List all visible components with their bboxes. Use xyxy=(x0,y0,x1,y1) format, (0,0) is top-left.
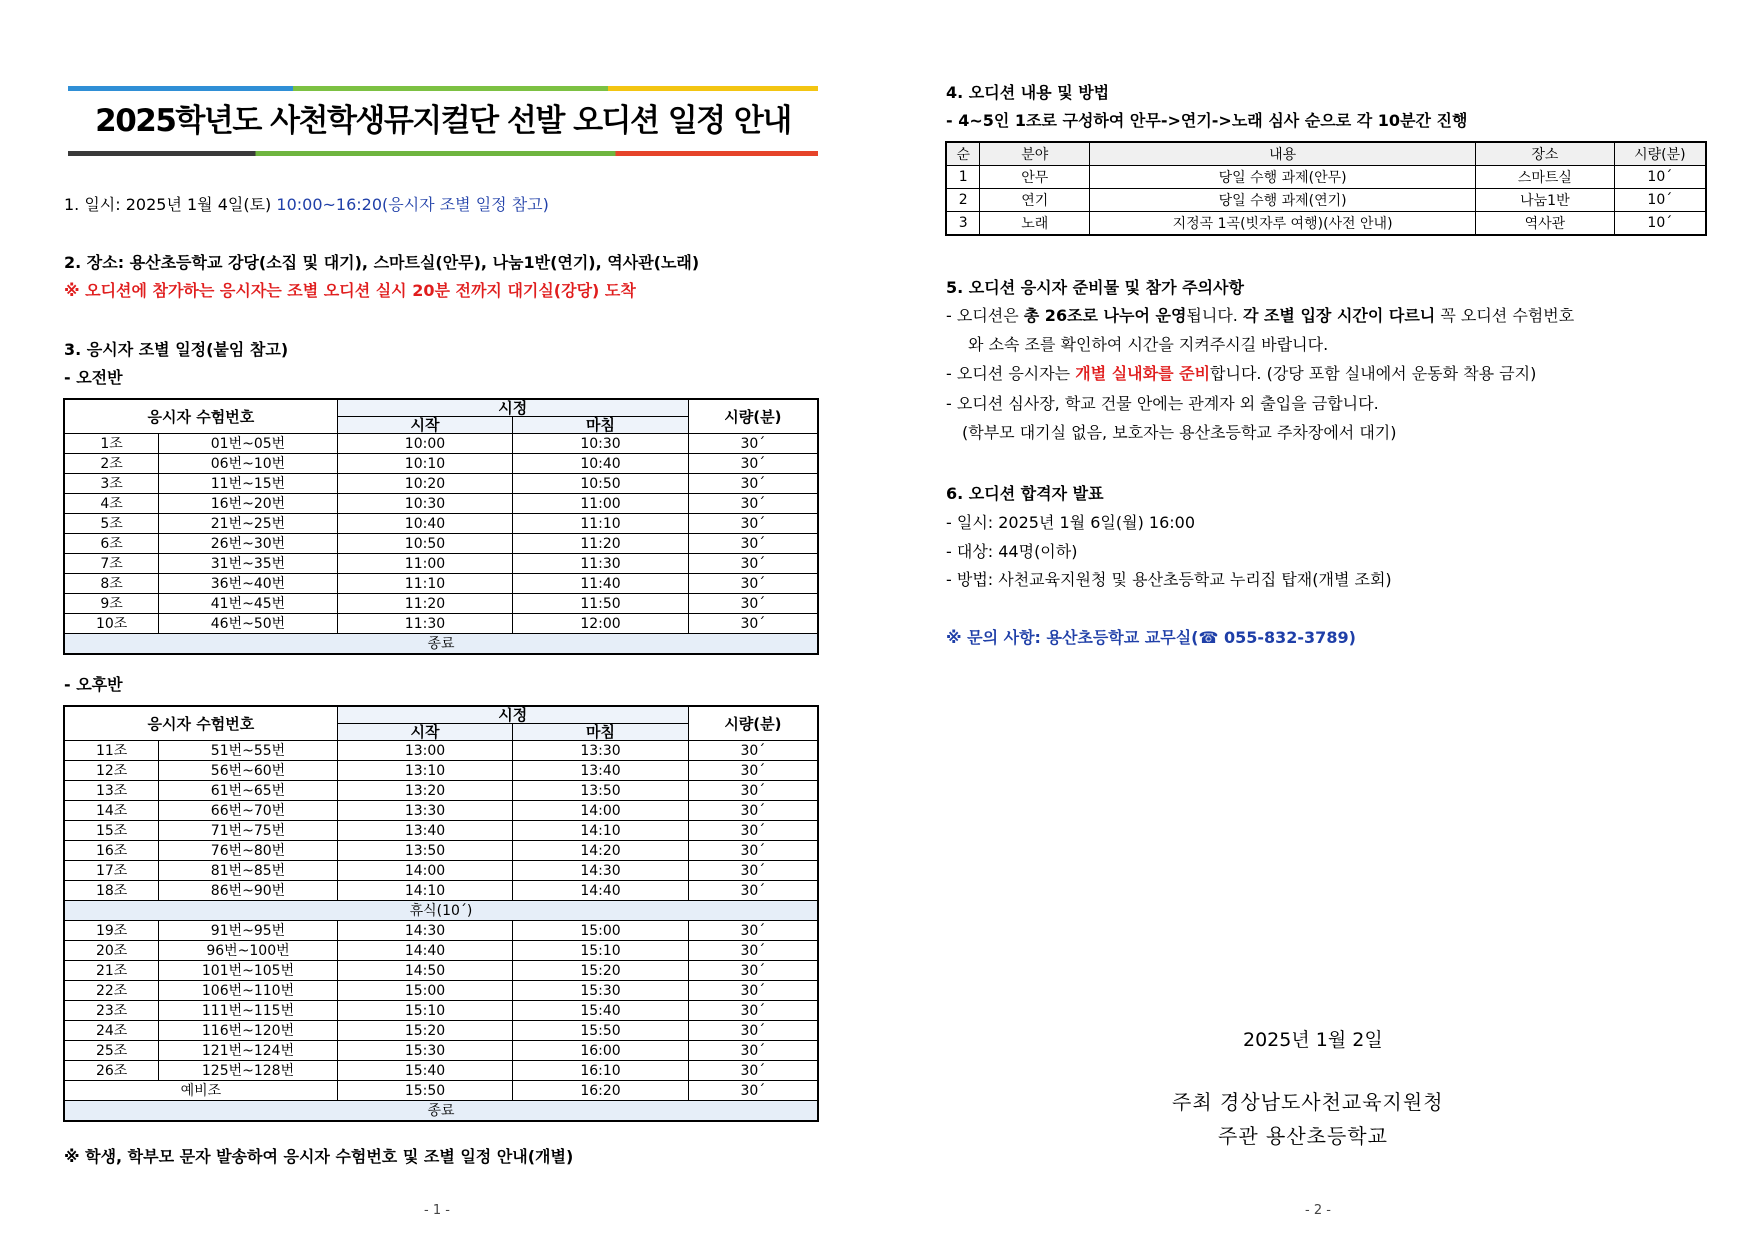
duration-cell: 30´ xyxy=(688,1041,818,1061)
applicant-range-cell: 11번~15번 xyxy=(159,474,337,494)
table-row xyxy=(64,594,818,614)
start-time-cell: 15:40 xyxy=(337,1061,513,1081)
header-order-cell: 순 xyxy=(946,142,980,166)
break-cell: 휴식(10´) xyxy=(64,901,818,921)
table-row xyxy=(64,841,818,861)
end-time-cell: 10:40 xyxy=(513,454,689,474)
duration-cell: 30´ xyxy=(688,594,818,614)
end-time-cell: 15:50 xyxy=(513,1021,689,1041)
applicant-range-cell: 66번~70번 xyxy=(159,801,338,821)
table-row xyxy=(64,614,818,634)
section-5-emphasis: 총 26조로 나누어 운영 xyxy=(1023,306,1187,325)
end-row xyxy=(64,634,818,655)
duration-cell: 30´ xyxy=(688,981,818,1001)
title-banner xyxy=(68,86,818,156)
group-cell: 2조 xyxy=(64,454,159,474)
end-time-cell: 13:30 xyxy=(513,741,689,761)
start-time-cell: 15:30 xyxy=(337,1041,513,1061)
header-applicant: 응시자 수험번호 xyxy=(64,399,337,434)
table-row xyxy=(64,801,818,821)
section-3-note: ※ 학생, 학부모 문자 발송하여 응시자 수험번호 및 조별 일정 안내(개별) xyxy=(64,1147,574,1166)
group-cell: 14조 xyxy=(64,801,159,821)
table-row xyxy=(64,1041,818,1061)
duration-cell: 30´ xyxy=(688,1001,818,1021)
am-label: - 오전반 xyxy=(64,368,123,387)
duration-cell: 30´ xyxy=(688,741,818,761)
audition-content-table xyxy=(945,141,1707,236)
section-5-heading: 5. 오디션 응시자 준비물 및 참가 주의사항 xyxy=(946,278,1244,297)
table-row xyxy=(64,981,818,1001)
group-cell: 20조 xyxy=(64,941,159,961)
section-5-text: 합니다. (강당 포함 실내에서 운동화 착용 금지) xyxy=(1210,364,1537,383)
section-6-target: - 대상: 44명(이하) xyxy=(946,542,1078,561)
group-cell: 21조 xyxy=(64,961,159,981)
group-cell: 5조 xyxy=(64,514,159,534)
table-row xyxy=(64,1061,818,1081)
duration-cell: 30´ xyxy=(688,801,818,821)
header-duration-cell: 시량(분) xyxy=(1614,142,1706,166)
end-time-cell: 16:20 xyxy=(513,1081,689,1101)
section-1-label: 1. 일시: 2025년 1월 4일(토) xyxy=(64,195,277,214)
table-row xyxy=(946,212,1706,236)
start-time-cell: 15:10 xyxy=(337,1001,513,1021)
applicant-range-cell: 91번~95번 xyxy=(159,921,338,941)
group-cell: 1조 xyxy=(64,434,159,454)
reserve-group-cell: 예비조 xyxy=(64,1081,337,1101)
end-time-cell: 16:10 xyxy=(513,1061,689,1081)
table-row xyxy=(64,921,818,941)
content-cell: 지정곡 1곡(빗자루 여행)(사전 안내) xyxy=(1090,212,1476,236)
table-row xyxy=(64,761,818,781)
start-time-cell: 10:40 xyxy=(337,514,513,534)
start-time-cell: 10:00 xyxy=(337,434,513,454)
location-cell: 역사관 xyxy=(1476,212,1615,236)
section-1-date xyxy=(64,194,549,216)
section-5-text: - 오디션은 xyxy=(946,306,1024,325)
field-cell: 안무 xyxy=(980,166,1090,189)
end-time-cell: 14:20 xyxy=(513,841,689,861)
start-time-cell: 10:50 xyxy=(337,534,513,554)
end-time-cell: 11:50 xyxy=(513,594,689,614)
group-cell: 26조 xyxy=(64,1061,159,1081)
end-time-cell: 11:30 xyxy=(513,554,689,574)
start-time-cell: 13:50 xyxy=(337,841,513,861)
applicant-range-cell: 106번~110번 xyxy=(159,981,338,1001)
duration-cell: 30´ xyxy=(688,861,818,881)
section-5-text: 꼭 오디션 수험번호 xyxy=(1435,306,1575,325)
end-time-cell: 15:10 xyxy=(513,941,689,961)
end-time-cell: 11:00 xyxy=(513,494,689,514)
duration-cell: 30´ xyxy=(688,841,818,861)
end-time-cell: 10:50 xyxy=(513,474,689,494)
order-cell: 3 xyxy=(946,212,980,236)
reserve-row xyxy=(64,1081,818,1101)
document-date: 2025년 1월 2일 xyxy=(1243,1029,1383,1051)
header-field-cell: 분야 xyxy=(980,142,1090,166)
duration-cell: 30´ xyxy=(688,1081,818,1101)
organizer: 주관 용산초등학교 xyxy=(1218,1124,1388,1148)
start-time-cell: 13:30 xyxy=(337,801,513,821)
group-cell: 10조 xyxy=(64,614,159,634)
start-time-cell: 14:40 xyxy=(337,941,513,961)
end-time-cell: 15:40 xyxy=(513,1001,689,1021)
start-time-cell: 11:10 xyxy=(337,574,513,594)
location-cell: 스마트실 xyxy=(1476,166,1615,189)
start-time-cell: 11:00 xyxy=(337,554,513,574)
duration-cell: 30´ xyxy=(688,474,818,494)
table-row xyxy=(64,741,818,761)
start-time-cell: 13:00 xyxy=(337,741,513,761)
applicant-range-cell: 101번~105번 xyxy=(159,961,338,981)
applicant-range-cell: 56번~60번 xyxy=(159,761,338,781)
title-top-stripe xyxy=(68,86,818,91)
group-cell: 25조 xyxy=(64,1041,159,1061)
end-time-cell: 15:00 xyxy=(513,921,689,941)
content-cell: 당일 수행 과제(연기) xyxy=(1090,189,1476,212)
header-duration: 시량(분) xyxy=(688,706,818,741)
group-cell: 23조 xyxy=(64,1001,159,1021)
group-cell: 4조 xyxy=(64,494,159,514)
group-cell: 3조 xyxy=(64,474,159,494)
end-time-cell: 11:20 xyxy=(513,534,689,554)
field-cell: 노래 xyxy=(980,212,1090,236)
table-row xyxy=(64,494,818,514)
section-5-line-3 xyxy=(946,363,1536,385)
header-location-cell: 장소 xyxy=(1476,142,1615,166)
applicant-range-cell: 01번~05번 xyxy=(159,434,337,454)
end-cell: 종료 xyxy=(64,634,818,655)
section-5-emphasis: 각 조별 입장 시간이 다르니 xyxy=(1242,306,1436,325)
section-5-line-1 xyxy=(946,305,1574,327)
end-cell: 종료 xyxy=(64,1101,818,1122)
group-cell: 6조 xyxy=(64,534,159,554)
am-schedule-table xyxy=(63,398,819,655)
duration-cell: 30´ xyxy=(688,821,818,841)
header-applicant: 응시자 수험번호 xyxy=(64,706,337,741)
start-time-cell: 14:00 xyxy=(337,861,513,881)
page-title: 2025학년도 사천학생뮤지컬단 선발 오디션 일정 안내 xyxy=(95,103,791,139)
duration-cell: 10´ xyxy=(1614,212,1706,236)
table-row xyxy=(64,474,818,494)
table-row xyxy=(946,189,1706,212)
applicant-range-cell: 36번~40번 xyxy=(159,574,337,594)
table-row xyxy=(64,1001,818,1021)
duration-cell: 30´ xyxy=(688,554,818,574)
start-time-cell: 13:20 xyxy=(337,781,513,801)
group-cell: 16조 xyxy=(64,841,159,861)
group-cell: 9조 xyxy=(64,594,159,614)
contact-info: ※ 문의 사항: 용산초등학교 교무실(☎ 055-832-3789) xyxy=(946,628,1356,647)
group-cell: 11조 xyxy=(64,741,159,761)
table-row xyxy=(64,1021,818,1041)
start-time-cell: 11:20 xyxy=(337,594,513,614)
end-time-cell: 13:40 xyxy=(513,761,689,781)
end-time-cell: 11:10 xyxy=(513,514,689,534)
group-cell: 13조 xyxy=(64,781,159,801)
duration-cell: 30´ xyxy=(688,454,818,474)
start-time-cell: 13:10 xyxy=(337,761,513,781)
applicant-range-cell: 06번~10번 xyxy=(159,454,337,474)
applicant-range-cell: 16번~20번 xyxy=(159,494,337,514)
applicant-range-cell: 116번~120번 xyxy=(159,1021,338,1041)
group-cell: 7조 xyxy=(64,554,159,574)
duration-cell: 30´ xyxy=(688,574,818,594)
table-row xyxy=(64,941,818,961)
applicant-range-cell: 96번~100번 xyxy=(159,941,338,961)
group-cell: 19조 xyxy=(64,921,159,941)
group-cell: 24조 xyxy=(64,1021,159,1041)
duration-cell: 30´ xyxy=(688,1021,818,1041)
end-time-cell: 11:40 xyxy=(513,574,689,594)
section-6-heading: 6. 오디션 합격자 발표 xyxy=(946,484,1104,503)
section-2-note: ※ 오디션에 참가하는 응시자는 조별 오디션 실시 20분 전까지 대기실(강당) 도착 xyxy=(64,281,636,300)
table-row xyxy=(64,961,818,981)
applicant-range-cell: 71번~75번 xyxy=(159,821,338,841)
duration-cell: 30´ xyxy=(688,514,818,534)
pm-schedule-table xyxy=(63,705,819,1122)
start-time-cell: 11:30 xyxy=(337,614,513,634)
content-cell: 당일 수행 과제(안무) xyxy=(1090,166,1476,189)
duration-cell: 30´ xyxy=(688,614,818,634)
duration-cell: 30´ xyxy=(688,434,818,454)
applicant-range-cell: 81번~85번 xyxy=(159,861,338,881)
location-cell: 나눔1반 xyxy=(1476,189,1615,212)
header-time: 시정 xyxy=(337,706,688,724)
start-time-cell: 10:20 xyxy=(337,474,513,494)
host-organization: 주최 경상남도사천교육지원청 xyxy=(1172,1090,1444,1114)
page-number-1: - 1 - xyxy=(424,1203,450,1218)
section-3-heading: 3. 응시자 조별 일정(붙임 참고) xyxy=(64,340,289,359)
applicant-range-cell: 111번~115번 xyxy=(159,1001,338,1021)
section-5-line-4: - 오디션 심사장, 학교 건물 안에는 관계자 외 출입을 금합니다. xyxy=(946,394,1379,413)
section-5-line-5: (학부모 대기실 없음, 보호자는 용산초등학교 주차장에서 대기) xyxy=(962,423,1397,442)
section-4-heading: 4. 오디션 내용 및 방법 xyxy=(946,83,1110,102)
applicant-range-cell: 26번~30번 xyxy=(159,534,337,554)
field-cell: 연기 xyxy=(980,189,1090,212)
table-row xyxy=(64,514,818,534)
end-row xyxy=(64,1101,818,1122)
end-time-cell: 14:40 xyxy=(513,881,689,901)
group-cell: 12조 xyxy=(64,761,159,781)
order-cell: 1 xyxy=(946,166,980,189)
table-row xyxy=(64,881,818,901)
start-time-cell: 14:10 xyxy=(337,881,513,901)
header-start: 시작 xyxy=(337,417,513,434)
applicant-range-cell: 21번~25번 xyxy=(159,514,337,534)
table-row xyxy=(946,166,1706,189)
header-end: 마침 xyxy=(513,724,689,741)
table-row xyxy=(64,574,818,594)
duration-cell: 30´ xyxy=(688,941,818,961)
order-cell: 2 xyxy=(946,189,980,212)
section-5-text: 됩니다. xyxy=(1186,306,1243,325)
applicant-range-cell: 86번~90번 xyxy=(159,881,338,901)
group-cell: 18조 xyxy=(64,881,159,901)
table-row xyxy=(64,821,818,841)
pm-label: - 오후반 xyxy=(64,675,123,694)
duration-cell: 30´ xyxy=(688,961,818,981)
duration-cell: 30´ xyxy=(688,781,818,801)
applicant-range-cell: 46번~50번 xyxy=(159,614,337,634)
group-cell: 8조 xyxy=(64,574,159,594)
table-row xyxy=(64,454,818,474)
duration-cell: 10´ xyxy=(1614,166,1706,189)
duration-cell: 30´ xyxy=(688,881,818,901)
duration-cell: 10´ xyxy=(1614,189,1706,212)
end-time-cell: 16:00 xyxy=(513,1041,689,1061)
end-time-cell: 13:50 xyxy=(513,781,689,801)
start-time-cell: 10:10 xyxy=(337,454,513,474)
header-content-cell: 내용 xyxy=(1090,142,1476,166)
applicant-range-cell: 51번~55번 xyxy=(159,741,338,761)
table-row xyxy=(64,534,818,554)
end-time-cell: 12:00 xyxy=(513,614,689,634)
table-row xyxy=(64,554,818,574)
applicant-range-cell: 41번~45번 xyxy=(159,594,337,614)
duration-cell: 30´ xyxy=(688,494,818,514)
group-cell: 22조 xyxy=(64,981,159,1001)
group-cell: 17조 xyxy=(64,861,159,881)
section-5-emphasis-red: 개별 실내화를 준비 xyxy=(1075,364,1211,383)
applicant-range-cell: 121번~124번 xyxy=(159,1041,338,1061)
table-row xyxy=(64,781,818,801)
header-end: 마침 xyxy=(513,417,689,434)
page-number-2: - 2 - xyxy=(1305,1203,1331,1218)
section-5-line-2: 와 소속 조를 확인하여 시간을 지켜주시길 바랍니다. xyxy=(968,335,1329,354)
duration-cell: 30´ xyxy=(688,921,818,941)
end-time-cell: 14:00 xyxy=(513,801,689,821)
start-time-cell: 13:40 xyxy=(337,821,513,841)
applicant-range-cell: 31번~35번 xyxy=(159,554,337,574)
header-start: 시작 xyxy=(337,724,513,741)
duration-cell: 30´ xyxy=(688,1061,818,1081)
start-time-cell: 15:20 xyxy=(337,1021,513,1041)
section-2-location: 2. 장소: 용산초등학교 강당(소집 및 대기), 스마트실(안무), 나눔1반(연기), 역사관(노래) xyxy=(64,253,700,272)
group-cell: 15조 xyxy=(64,821,159,841)
section-1-time: 10:00~16:20(응시자 조별 일정 참고) xyxy=(276,195,549,214)
section-4-desc: - 4~5인 1조로 구성하여 안무->연기->노래 심사 순으로 각 10분간 진행 xyxy=(946,111,1468,130)
table-header-row xyxy=(946,142,1706,166)
section-6-date: - 일시: 2025년 1월 6일(월) 16:00 xyxy=(946,513,1196,532)
end-time-cell: 10:30 xyxy=(513,434,689,454)
start-time-cell: 14:30 xyxy=(337,921,513,941)
end-time-cell: 15:20 xyxy=(513,961,689,981)
duration-cell: 30´ xyxy=(688,761,818,781)
end-time-cell: 14:30 xyxy=(513,861,689,881)
applicant-range-cell: 125번~128번 xyxy=(159,1061,338,1081)
duration-cell: 30´ xyxy=(688,534,818,554)
table-row xyxy=(64,861,818,881)
start-time-cell: 15:00 xyxy=(337,981,513,1001)
section-6-method: - 방법: 사천교육지원청 및 용산초등학교 누리집 탑재(개별 조회) xyxy=(946,570,1392,589)
title-bottom-stripe xyxy=(68,151,818,156)
section-5-text: - 오디션 응시자는 xyxy=(946,364,1076,383)
break-row xyxy=(64,901,818,921)
start-time-cell: 14:50 xyxy=(337,961,513,981)
start-time-cell: 10:30 xyxy=(337,494,513,514)
applicant-range-cell: 76번~80번 xyxy=(159,841,338,861)
end-time-cell: 15:30 xyxy=(513,981,689,1001)
table-row xyxy=(64,434,818,454)
header-time: 시정 xyxy=(337,399,688,417)
applicant-range-cell: 61번~65번 xyxy=(159,781,338,801)
header-duration: 시량(분) xyxy=(688,399,818,434)
end-time-cell: 14:10 xyxy=(513,821,689,841)
start-time-cell: 15:50 xyxy=(337,1081,513,1101)
